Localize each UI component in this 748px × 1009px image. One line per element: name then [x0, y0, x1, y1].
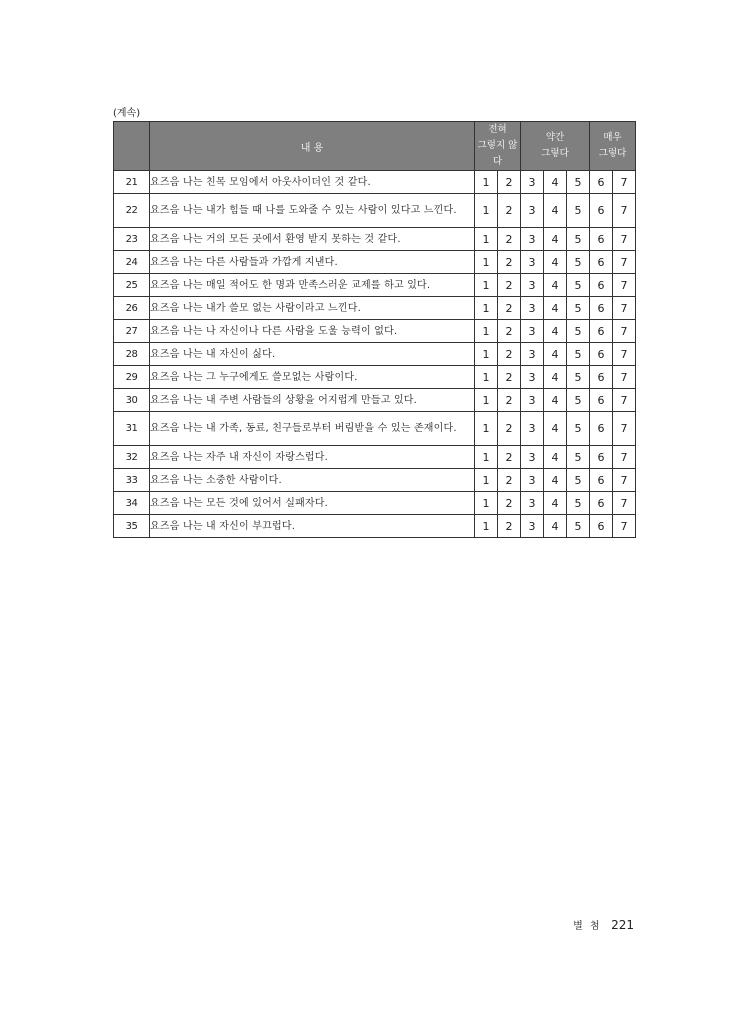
table-row: [114, 515, 636, 538]
item-number: 24: [114, 251, 150, 274]
rating-option[interactable]: 5: [567, 194, 590, 228]
rating-option[interactable]: 7: [613, 274, 636, 297]
rating-option[interactable]: 1: [475, 492, 498, 515]
item-text: 요즈음 나는 그 누구에게도 쓸모없는 사람이다.: [150, 366, 475, 389]
table-row: [114, 194, 636, 228]
page-footer: [573, 917, 634, 932]
rating-option[interactable]: 7: [613, 343, 636, 366]
rating-option[interactable]: 1: [475, 228, 498, 251]
rating-option[interactable]: 3: [521, 343, 544, 366]
rating-option[interactable]: 1: [475, 515, 498, 538]
rating-option[interactable]: 3: [521, 366, 544, 389]
item-text: 요즈음 나는 내 가족, 동료, 친구들로부터 버림받을 수 있는 존재이다.: [150, 412, 475, 446]
rating-option[interactable]: 2: [498, 492, 521, 515]
rating-option[interactable]: 6: [590, 389, 613, 412]
header-content: 내 용: [150, 122, 475, 171]
header-scale-high: [590, 122, 636, 171]
item-number: 29: [114, 366, 150, 389]
header-row: [114, 122, 636, 171]
item-text: 요즈음 나는 다른 사람들과 가깝게 지낸다.: [150, 251, 475, 274]
table-row: [114, 228, 636, 251]
rating-option[interactable]: 5: [567, 297, 590, 320]
continued-label: (계속): [113, 108, 141, 119]
table-row: [114, 274, 636, 297]
rating-option[interactable]: 2: [498, 171, 521, 194]
rating-option[interactable]: 1: [475, 446, 498, 469]
item-text: 요즈음 나는 모든 것에 있어서 실패자다.: [150, 492, 475, 515]
rating-option[interactable]: 7: [613, 492, 636, 515]
rating-option[interactable]: 1: [475, 366, 498, 389]
rating-option[interactable]: 1: [475, 412, 498, 446]
rating-option[interactable]: 5: [567, 251, 590, 274]
item-text: 요즈음 나는 내가 힘들 때 나를 도와줄 수 있는 사람이 있다고 느낀다.: [150, 194, 475, 228]
page-number: 221: [611, 918, 634, 932]
item-number: 31: [114, 412, 150, 446]
item-number: 30: [114, 389, 150, 412]
rating-option[interactable]: 2: [498, 446, 521, 469]
rating-option[interactable]: 4: [544, 251, 567, 274]
rating-option[interactable]: 1: [475, 343, 498, 366]
header-number-cell: [114, 122, 150, 171]
header-scale-mid-top: 약간: [545, 132, 565, 143]
rating-option[interactable]: 5: [567, 492, 590, 515]
item-text: 요즈음 나는 내 자신이 싫다.: [150, 343, 475, 366]
table-row: [114, 446, 636, 469]
rating-option[interactable]: 6: [590, 251, 613, 274]
item-number: 27: [114, 320, 150, 343]
item-number: 34: [114, 492, 150, 515]
item-text: 요즈음 나는 내 주변 사람들의 상황을 어지럽게 만들고 있다.: [150, 389, 475, 412]
header-scale-mid: [521, 122, 590, 171]
rating-option[interactable]: 5: [567, 412, 590, 446]
rating-option[interactable]: 4: [544, 343, 567, 366]
rating-option[interactable]: 7: [613, 171, 636, 194]
rating-option[interactable]: 6: [590, 366, 613, 389]
rating-option[interactable]: 7: [613, 515, 636, 538]
item-number: 25: [114, 274, 150, 297]
header-scale-mid-bottom: 그렇다: [541, 148, 569, 159]
rating-option[interactable]: 5: [567, 320, 590, 343]
rating-option[interactable]: 6: [590, 469, 613, 492]
rating-option[interactable]: 2: [498, 320, 521, 343]
rating-option[interactable]: 4: [544, 228, 567, 251]
rating-option[interactable]: 3: [521, 194, 544, 228]
rating-option[interactable]: 4: [544, 389, 567, 412]
rating-option[interactable]: 6: [590, 274, 613, 297]
rating-option[interactable]: 5: [567, 366, 590, 389]
item-text: 요즈음 나는 내 자신이 부끄럽다.: [150, 515, 475, 538]
rating-option[interactable]: 7: [613, 412, 636, 446]
rating-option[interactable]: 5: [567, 446, 590, 469]
rating-option[interactable]: 1: [475, 251, 498, 274]
table-row: [114, 389, 636, 412]
item-number: 35: [114, 515, 150, 538]
rating-option[interactable]: 3: [521, 515, 544, 538]
rating-option[interactable]: 1: [475, 194, 498, 228]
rating-option[interactable]: 4: [544, 274, 567, 297]
rating-option[interactable]: 2: [498, 274, 521, 297]
rating-option[interactable]: 5: [567, 389, 590, 412]
rating-option[interactable]: 7: [613, 228, 636, 251]
rating-option[interactable]: 4: [544, 171, 567, 194]
rating-option[interactable]: 6: [590, 320, 613, 343]
rating-option[interactable]: 3: [521, 469, 544, 492]
rating-option[interactable]: 7: [613, 251, 636, 274]
rating-option[interactable]: 6: [590, 297, 613, 320]
table-row: [114, 492, 636, 515]
item-text: 요즈음 나는 소중한 사람이다.: [150, 469, 475, 492]
rating-option[interactable]: 2: [498, 469, 521, 492]
rating-option[interactable]: 7: [613, 320, 636, 343]
rating-option[interactable]: 3: [521, 320, 544, 343]
item-number: 21: [114, 171, 150, 194]
item-number: 26: [114, 297, 150, 320]
rating-option[interactable]: 4: [544, 446, 567, 469]
rating-option[interactable]: 6: [590, 412, 613, 446]
rating-option[interactable]: 7: [613, 297, 636, 320]
table-row: [114, 171, 636, 194]
rating-option[interactable]: 5: [567, 228, 590, 251]
header-scale-high-bottom: 그렇다: [598, 148, 627, 159]
item-number: 28: [114, 343, 150, 366]
rating-option[interactable]: 4: [544, 297, 567, 320]
rating-option[interactable]: 2: [498, 343, 521, 366]
header-scale-high-top: 매우: [603, 132, 622, 143]
table-row: [114, 469, 636, 492]
table-row: [114, 366, 636, 389]
rating-option[interactable]: 4: [544, 412, 567, 446]
table-row: [114, 251, 636, 274]
rating-option[interactable]: 7: [613, 469, 636, 492]
rating-option[interactable]: 3: [521, 251, 544, 274]
table-row: [114, 412, 636, 446]
item-number: 32: [114, 446, 150, 469]
rating-option[interactable]: 1: [475, 297, 498, 320]
rating-option[interactable]: 4: [544, 492, 567, 515]
rating-option[interactable]: 2: [498, 228, 521, 251]
rating-option[interactable]: 5: [567, 343, 590, 366]
rating-option[interactable]: 6: [590, 515, 613, 538]
rating-option[interactable]: 5: [567, 274, 590, 297]
rating-option[interactable]: 3: [521, 228, 544, 251]
survey-rows: [114, 171, 636, 538]
rating-option[interactable]: 7: [613, 389, 636, 412]
rating-option[interactable]: 3: [521, 492, 544, 515]
rating-option[interactable]: 4: [544, 515, 567, 538]
item-text: 요즈음 나는 친목 모임에서 아웃사이더인 것 같다.: [150, 171, 475, 194]
rating-option[interactable]: 2: [498, 366, 521, 389]
rating-option[interactable]: 1: [475, 469, 498, 492]
rating-option[interactable]: 3: [521, 389, 544, 412]
rating-option[interactable]: 3: [521, 446, 544, 469]
rating-option[interactable]: 5: [567, 469, 590, 492]
rating-option[interactable]: 1: [475, 320, 498, 343]
survey-table: [113, 121, 636, 538]
rating-option[interactable]: 6: [590, 446, 613, 469]
rating-option[interactable]: 3: [521, 297, 544, 320]
rating-option[interactable]: 5: [567, 515, 590, 538]
rating-option[interactable]: 2: [498, 194, 521, 228]
item-text: 요즈음 나는 내가 쓸모 없는 사람이라고 느낀다.: [150, 297, 475, 320]
header-scale-low-top: 전혀: [488, 124, 507, 135]
rating-option[interactable]: 3: [521, 274, 544, 297]
rating-option[interactable]: 1: [475, 274, 498, 297]
table-row: [114, 320, 636, 343]
rating-option[interactable]: 6: [590, 492, 613, 515]
rating-option[interactable]: 7: [613, 446, 636, 469]
table-row: [114, 297, 636, 320]
rating-option[interactable]: 4: [544, 469, 567, 492]
rating-option[interactable]: 7: [613, 194, 636, 228]
rating-option[interactable]: 4: [544, 366, 567, 389]
item-text: 요즈음 나는 자주 내 자신이 자랑스럽다.: [150, 446, 475, 469]
item-text: 요즈음 나는 나 자신이나 다른 사람을 도울 능력이 없다.: [150, 320, 475, 343]
table-row: [114, 343, 636, 366]
item-text: 요즈음 나는 매일 적어도 한 명과 만족스러운 교제를 하고 있다.: [150, 274, 475, 297]
rating-option[interactable]: 7: [613, 366, 636, 389]
rating-option[interactable]: 2: [498, 297, 521, 320]
rating-option[interactable]: 2: [498, 251, 521, 274]
footer-section: 별 첨: [573, 921, 602, 932]
rating-option[interactable]: 4: [544, 194, 567, 228]
rating-option[interactable]: 2: [498, 389, 521, 412]
rating-option[interactable]: 2: [498, 412, 521, 446]
rating-option[interactable]: 4: [544, 320, 567, 343]
rating-option[interactable]: 1: [475, 171, 498, 194]
rating-option[interactable]: 5: [567, 171, 590, 194]
item-number: 22: [114, 194, 150, 228]
rating-option[interactable]: 1: [475, 389, 498, 412]
item-text: 요즈음 나는 거의 모든 곳에서 환영 받지 못하는 것 같다.: [150, 228, 475, 251]
rating-option[interactable]: 6: [590, 228, 613, 251]
rating-option[interactable]: 6: [590, 171, 613, 194]
rating-option[interactable]: 3: [521, 412, 544, 446]
item-number: 33: [114, 469, 150, 492]
rating-option[interactable]: 6: [590, 343, 613, 366]
rating-option[interactable]: 2: [498, 515, 521, 538]
rating-option[interactable]: 6: [590, 194, 613, 228]
rating-option[interactable]: 3: [521, 171, 544, 194]
header-scale-low: [475, 122, 521, 171]
item-number: 23: [114, 228, 150, 251]
header-scale-low-bottom: 그렇지 않다: [477, 140, 518, 167]
